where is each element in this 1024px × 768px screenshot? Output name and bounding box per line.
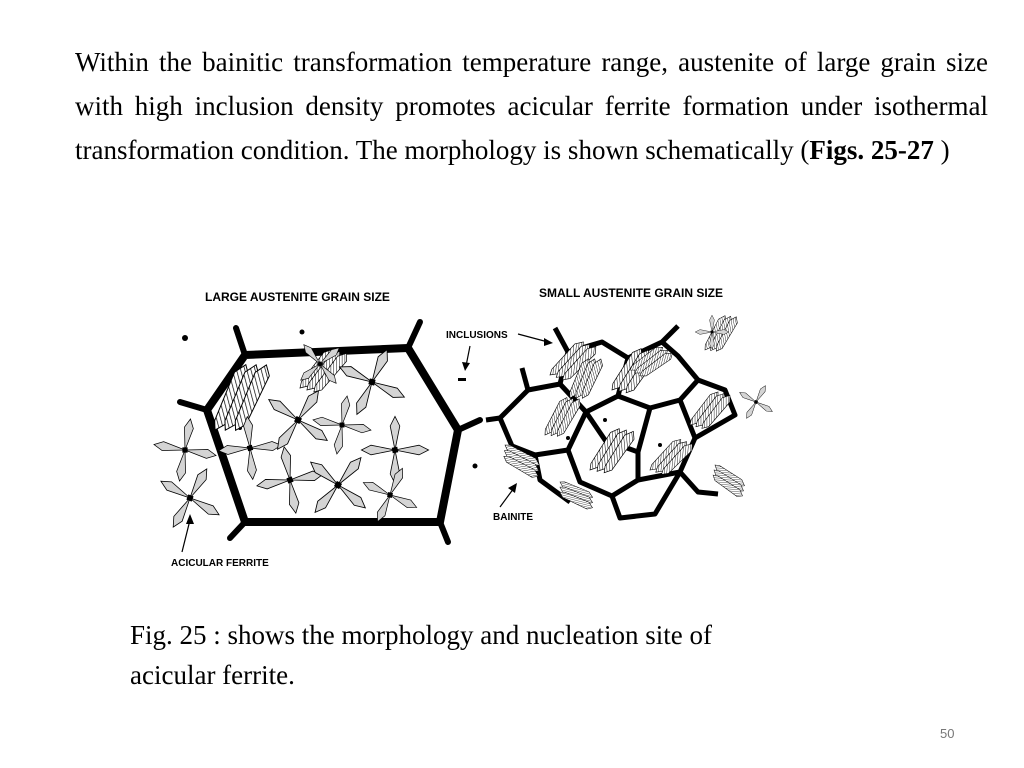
inclusion-dot <box>473 464 478 469</box>
pointer-arrowhead <box>462 362 470 371</box>
inclusions-label: INCLUSIONS <box>446 330 508 341</box>
caption-line-2: acicular ferrite. <box>130 660 295 690</box>
large-grain-diagram <box>150 322 480 552</box>
isolated-ferrite <box>732 378 781 427</box>
inclusion-dot <box>182 335 188 341</box>
acicular-ferrite-pointer <box>182 520 190 552</box>
morphology-schematic <box>150 270 790 580</box>
grain-size-figure <box>150 270 790 580</box>
inclusion-dot <box>658 443 662 447</box>
inclusions-pointer <box>518 334 548 342</box>
paragraph-text: Within the bainitic transformation temperature range, austenite of large grain size with high inclusion density promotes acicular ferrite formation under isothermal transformation condition. The morphology is shown schematically ( <box>75 47 988 165</box>
inclusion-dot <box>300 330 305 335</box>
acicular-ferrite-cluster <box>150 328 434 541</box>
pointer-arrowhead <box>508 483 517 493</box>
bainite-label: BAINITE <box>493 512 533 523</box>
acicular-ferrite-label: ACICULAR FERRITE <box>171 558 269 569</box>
pointer-arrowhead <box>544 338 553 346</box>
inclusion-dot <box>603 418 607 422</box>
paragraph-text-end: ) <box>933 135 950 165</box>
inclusion-dash <box>458 378 466 381</box>
isolated-ferrite <box>692 312 731 351</box>
figure-reference: Figs. 25-27 <box>809 135 934 165</box>
figure-caption <box>130 615 890 695</box>
page-number: 50 <box>940 726 955 741</box>
bainite-pointer <box>500 488 514 507</box>
pointer-arrowhead <box>186 514 194 524</box>
small-grain-label: SMALL AUSTENITE GRAIN SIZE <box>539 286 724 300</box>
inclusion-dot <box>566 436 570 440</box>
caption-line-1: Fig. 25 : shows the morphology and nucleation site of <box>130 620 712 650</box>
slide-paragraph <box>75 40 988 172</box>
large-grain-label: LARGE AUSTENITE GRAIN SIZE <box>205 290 390 304</box>
